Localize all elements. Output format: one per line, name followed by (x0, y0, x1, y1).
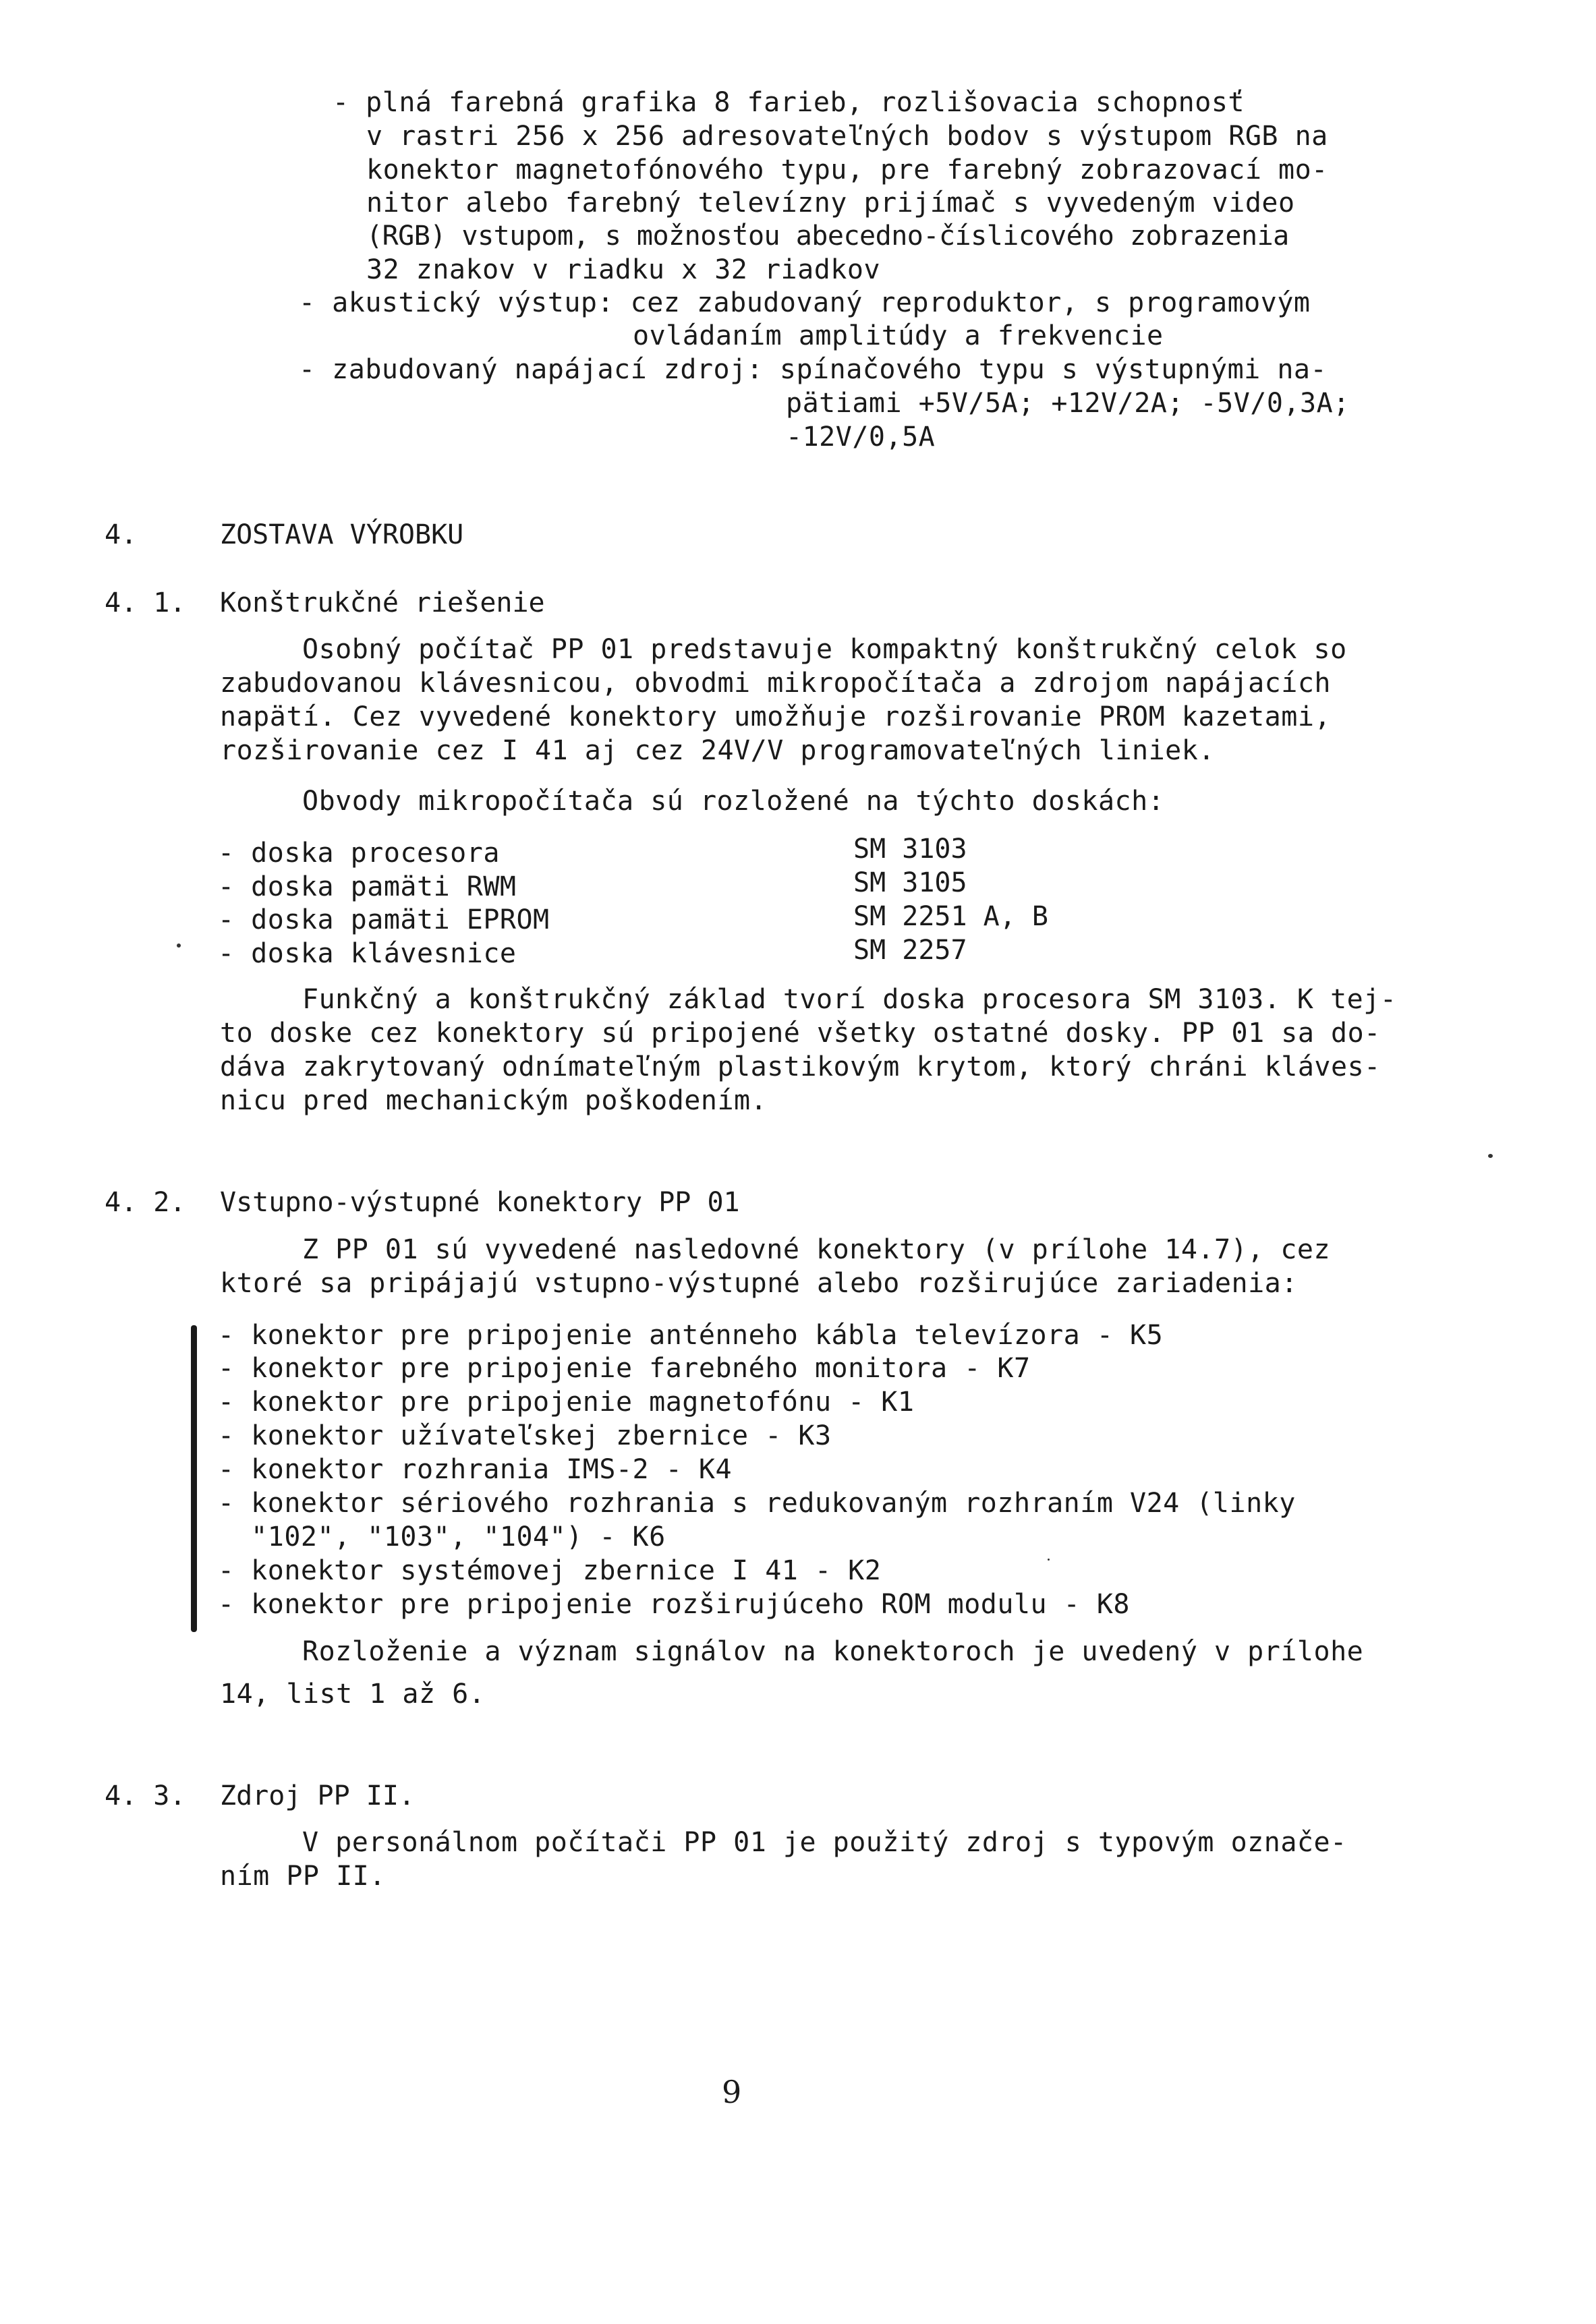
connector-k6-line-1: - konektor sériového rozhrania s redukovaným rozhraním V24 (linky (218, 1488, 1296, 1519)
section-4-2-intro-line-1: Z PP 01 sú vyvedené nasledovné konektory (v prílohe 14.7), cez (302, 1234, 1331, 1265)
section-4-1-para1-line-3: napätí. Cez vyvedené konektory umožňuje rozširovanie PROM kazetami, (220, 701, 1331, 732)
connector-k8: - konektor pre pripojenie rozširujúceho ROM modulu - K8 (218, 1589, 1131, 1620)
section-4-3-para-line-1: V personálnom počítači PP 01 je použitý zdroj s typovým označe- (302, 1827, 1347, 1858)
connector-k3: - konektor užívateľskej zbernice - K3 (218, 1420, 832, 1451)
section-4-1-para3-line-4: nicu pred mechanickým poškodením. (220, 1085, 768, 1116)
connector-k7: - konektor pre pripojenie farebného monitora - K7 (218, 1353, 1031, 1384)
scan-speck (1488, 1154, 1493, 1158)
board-procesora-code: SM 3103 (853, 834, 967, 865)
section-4-2-outro-line-2: 14, list 1 až 6. (220, 1679, 486, 1710)
section-4-1-para1-line-4: rozširovanie cez I 41 aj cez 24V/V programovateľných liniek. (220, 735, 1215, 766)
spec-audio-line-2: ovládaním amplitúdy a frekvencie (633, 320, 1164, 351)
spec-graphics-line-4: nitor alebo farebný televízny prijímač s vyvedeným video (366, 187, 1295, 219)
section-4-3-title: Zdroj PP II. (220, 1780, 415, 1811)
scan-speck (1048, 1559, 1050, 1561)
section-4-1-para3-line-1: Funkčný a konštrukčný základ tvorí doska procesora SM 3103. K tej- (302, 984, 1397, 1015)
board-procesora-name: - doska procesora (218, 838, 500, 869)
section-4-1-para3-line-2: to doske cez konektory sú pripojené všetky ostatné dosky. PP 01 sa do- (220, 1018, 1381, 1049)
connector-k4: - konektor rozhrania IMS-2 - K4 (218, 1454, 733, 1485)
section-4-2-outro-line-1: Rozloženie a význam signálov na konektoroch je uvedený v prílohe (302, 1636, 1364, 1667)
connector-k1: - konektor pre pripojenie magnetofónu - K1 (218, 1387, 915, 1418)
section-4-3-para-line-2: ním PP II. (220, 1861, 386, 1892)
page-number: 9 (722, 2074, 742, 2110)
spec-graphics-line-3: konektor magnetofónového typu, pre farebný zobrazovací mo- (366, 154, 1328, 185)
board-eprom-code: SM 2251 A, B (853, 901, 1048, 932)
board-eprom-name: - doska pamäti EPROM (218, 904, 550, 935)
scan-speck (177, 943, 181, 948)
spec-audio-line-1: - akustický výstup: cez zabudovaný reproduktor, s programovým (299, 287, 1311, 318)
section-4-1-para1-line-1: Osobný počítač PP 01 predstavuje kompaktný konštrukčný celok so (302, 634, 1347, 665)
section-4-3-number: 4. 3. (105, 1780, 186, 1811)
section-4-2-number: 4. 2. (105, 1187, 186, 1218)
section-4-2-intro-line-2: ktoré sa pripájajú vstupno-výstupné alebo rozširujúce zariadenia: (220, 1268, 1298, 1299)
section-4-number: 4. (105, 519, 138, 550)
spec-power-line-1: - zabudovaný napájací zdroj: spínačového typu s výstupnými na- (299, 354, 1328, 385)
section-4-1-para2: Obvody mikropočítača sú rozložené na týchto doskách: (302, 786, 1165, 817)
connector-k2: - konektor systémovej zbernice I 41 - K2 (218, 1555, 882, 1586)
section-4-title: ZOSTAVA VÝROBKU (220, 519, 464, 550)
board-klavesnice-code: SM 2257 (853, 935, 967, 966)
spec-graphics-line-1: - plná farebná grafika 8 farieb, rozlišovacia schopnosť (333, 87, 1245, 118)
board-rwm-name: - doska pamäti RWM (218, 871, 517, 902)
spec-graphics-line-6: 32 znakov v riadku x 32 riadkov (366, 254, 881, 285)
section-4-1-number: 4. 1. (105, 587, 186, 618)
board-klavesnice-name: - doska klávesnice (218, 938, 517, 969)
section-4-1-title: Konštrukčné riešenie (220, 587, 545, 618)
section-4-2-title: Vstupno-výstupné konektory PP 01 (220, 1187, 740, 1218)
connector-k6-line-2: "102", "103", "104") - K6 (218, 1521, 666, 1552)
section-4-1-para3-line-3: dáva zakrytovaný odnímateľným plastikovým krytom, ktorý chráni kláves- (220, 1051, 1381, 1082)
spec-power-line-3: -12V/0,5A (786, 422, 936, 453)
connector-k5: - konektor pre pripojenie anténneho kábla televízora - K5 (218, 1320, 1164, 1351)
spec-graphics-line-2: v rastri 256 x 256 adresovateľných bodov s výstupom RGB na (366, 121, 1328, 152)
spec-power-line-2: pätiami +5V/5A; +12V/2A; -5V/0,3A; (786, 388, 1350, 419)
section-4-1-para1-line-2: zabudovanou klávesnicou, obvodmi mikropočítača a zdrojom napájacích (220, 668, 1331, 699)
margin-change-bar (191, 1325, 197, 1632)
board-rwm-code: SM 3105 (853, 867, 967, 898)
spec-graphics-line-5: (RGB) vstupom, s možnosťou abecedno-číslicového zobrazenia (366, 221, 1289, 252)
